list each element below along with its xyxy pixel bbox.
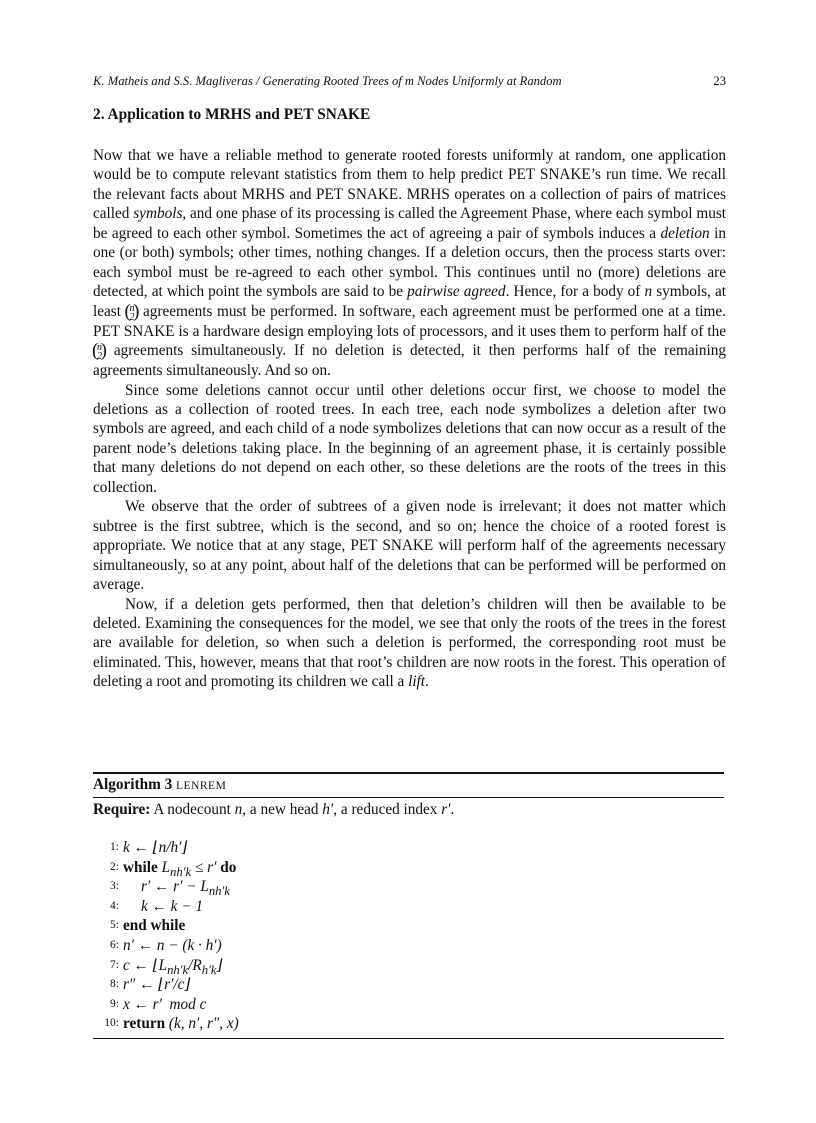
- p1-text-a: Now that we have a reliable method to generate rooted forests uniformly at random, one application would be to compute relevant statistics from them to help predict PET SNAKE’s run time. We recall the relevant facts about MRHS and PET SNAKE. MRHS operates on a collection of pairs of matrices called: [93, 147, 726, 223]
- require-text-b: , a new head: [242, 801, 323, 818]
- algorithm-line: [93, 956, 724, 976]
- keyword: do: [220, 858, 237, 876]
- binomial-n-choose-2: [125, 304, 138, 322]
- math-expr: k ← ⌊n/h′⌋: [123, 839, 188, 856]
- require-r: r′: [441, 801, 451, 818]
- line-code: [123, 936, 222, 956]
- algorithm-line: [93, 838, 724, 858]
- line-code: [123, 838, 187, 858]
- keyword: while: [123, 858, 158, 876]
- algorithm-require: [93, 800, 724, 820]
- algorithm-line: [93, 936, 724, 956]
- math-expr: L: [161, 858, 171, 876]
- require-n: n: [234, 801, 243, 818]
- line-code: [123, 975, 190, 995]
- page-number: 23: [713, 74, 726, 88]
- math-expr: ≤ r′: [191, 858, 217, 876]
- binomial-n-choose-2: [93, 343, 106, 361]
- math-subscript: nh′k: [167, 962, 189, 977]
- running-header: [93, 74, 726, 89]
- math-subscript: nh′k: [208, 884, 230, 899]
- p1-text-d: . Hence, for a body of: [505, 283, 645, 301]
- line-code: [123, 858, 236, 878]
- line-number: 7:: [110, 958, 119, 971]
- keyword: end while: [123, 917, 186, 935]
- paragraph-3: We observe that the order of subtrees of a given node is irrelevant; it does not matter which subtree is the first subtree, which is the second, and so on; hence the choice of a rooted forest is appropriate. We notice that at any stage, PET SNAKE will perform half of the agreements necessary simultaneously, so at any point, about half of the deletions that can be performed will be performed on average.: [93, 498, 726, 594]
- require-text-a: A nodecount: [153, 801, 235, 818]
- line-number: 1:: [110, 841, 119, 853]
- line-number: 6:: [110, 938, 119, 951]
- math-expr: /R: [188, 956, 202, 974]
- line-number: 10:: [104, 1017, 119, 1030]
- p1-text-c: in one (or both) symbols; other times, nothing changes. If a deletion occurs, then the process starts over: each symbol must be re-agreed to each other symbol. This continues until no (more) deletions are detected, at which point the symbols are said to be: [93, 224, 726, 301]
- term-pairwise-agreed: pairwise agreed: [407, 283, 506, 301]
- term-symbols: symbols: [133, 205, 183, 223]
- algorithm-label: Algorithm 3: [93, 776, 173, 793]
- math-expr: r′ ← r′ − L: [141, 878, 209, 896]
- line-number: 4:: [110, 899, 119, 912]
- math-n: n: [644, 283, 653, 301]
- line-number: 8:: [110, 978, 119, 991]
- require-h: h′: [322, 801, 334, 818]
- line-code: [123, 877, 230, 897]
- algorithm-line: [93, 995, 724, 1015]
- algorithm-line: [93, 975, 724, 995]
- line-number: 5:: [110, 919, 119, 932]
- running-title: K. Matheis and S.S. Magliveras / Generating Rooted Trees of m Nodes Uniformly at Random: [93, 74, 562, 88]
- line-number: 9:: [110, 997, 119, 1010]
- require-label: Require:: [93, 801, 151, 818]
- section-title: 2. Application to MRHS and PET SNAKE: [93, 106, 371, 123]
- algorithm-line: [93, 858, 724, 878]
- binom-top: ( n: [129, 302, 135, 314]
- require-text-d: .: [450, 801, 455, 818]
- algorithm-line: [93, 877, 724, 897]
- math-expr: (k, n′, r″, x): [168, 1015, 239, 1033]
- line-code: [123, 916, 185, 936]
- p1-text-e: symbols, at least: [93, 283, 726, 320]
- term-deletion: deletion: [660, 224, 710, 242]
- p4-text-a: Now, if a deletion gets performed, then that deletion’s children will then be available to be deleted. Examining the consequences for the model, we see that only the roots of the trees in the forest are available for deletion, so when such a deletion is performed, the corresponding root must be eliminated. This, however, means that that root’s children are now roots in the forest. This operation of deleting a root and promoting its children we call a: [93, 595, 726, 691]
- algorithm-bottom-rule: [93, 1038, 724, 1039]
- algorithm-box: [93, 772, 724, 1039]
- math-expr: ⌋: [216, 956, 223, 974]
- algorithm-title-rule: [93, 797, 724, 798]
- line-code: [123, 995, 206, 1015]
- math-expr: x ← r′ mod c: [123, 995, 207, 1013]
- algorithm-line: [93, 897, 724, 917]
- line-number: 2:: [110, 860, 119, 873]
- math-subscript: h′k: [201, 962, 217, 977]
- require-text-c: , a reduced index: [333, 801, 442, 818]
- p1-text-g: agreements simultaneously. If no deletion is detected, it then performs half of the remaining agreements simultaneously. And so on.: [93, 342, 726, 380]
- term-lift: lift: [408, 673, 426, 691]
- p4-text-b: .: [425, 673, 429, 691]
- math-subscript: nh′k: [170, 864, 192, 879]
- algorithm-line: [93, 1014, 724, 1034]
- p1-text-f: agreements must be performed. In software, each agreement must be performed one at a time. PET SNAKE is a hardware design employing lots of processors, and it uses them to perform half of the: [93, 302, 726, 340]
- line-code: [123, 897, 203, 917]
- keyword: return: [123, 1015, 166, 1033]
- math-expr: n′ ← n − (k · h′): [123, 936, 222, 954]
- p1-text-b: , and one phase of its processing is called the Agreement Phase, where each symbol must be agreed to each other symbol. Sometimes the act of agreeing a pair of symbols induces a: [93, 205, 727, 242]
- math-expr: r″ ← ⌊r′/c⌋: [123, 976, 191, 994]
- algorithm-name: LENREM: [176, 780, 227, 792]
- line-code: [123, 1014, 239, 1034]
- paragraph-1: [93, 146, 726, 381]
- algorithm-title: [93, 774, 724, 795]
- algorithm-line: [93, 916, 724, 936]
- algorithm-lines: [93, 838, 724, 1034]
- line-number: 3:: [110, 880, 119, 893]
- binom-bottom: 2: [97, 351, 102, 363]
- math-expr: k ← k − 1: [141, 897, 203, 915]
- math-expr: c ← ⌊L: [123, 956, 168, 974]
- binom-bottom: 2: [129, 311, 135, 323]
- binom-top: ( n: [97, 342, 102, 354]
- body-text: [93, 146, 726, 692]
- paragraph-2: Since some deletions cannot occur until other deletions occur first, we choose to model the deletions as a collection of rooted trees. In each tree, each node symbolizes a deletion after two symbols are agreed, and each child of a node symbolizes deletions that can now occur as a result of the parent node’s deletions taking place. In the beginning of an agreement phase, it is certainly possible that many deletions do not depend on each other, so these deletions are the roots of the trees in this collection.: [93, 381, 726, 496]
- line-code: [123, 956, 222, 976]
- paragraph-4: [93, 595, 726, 692]
